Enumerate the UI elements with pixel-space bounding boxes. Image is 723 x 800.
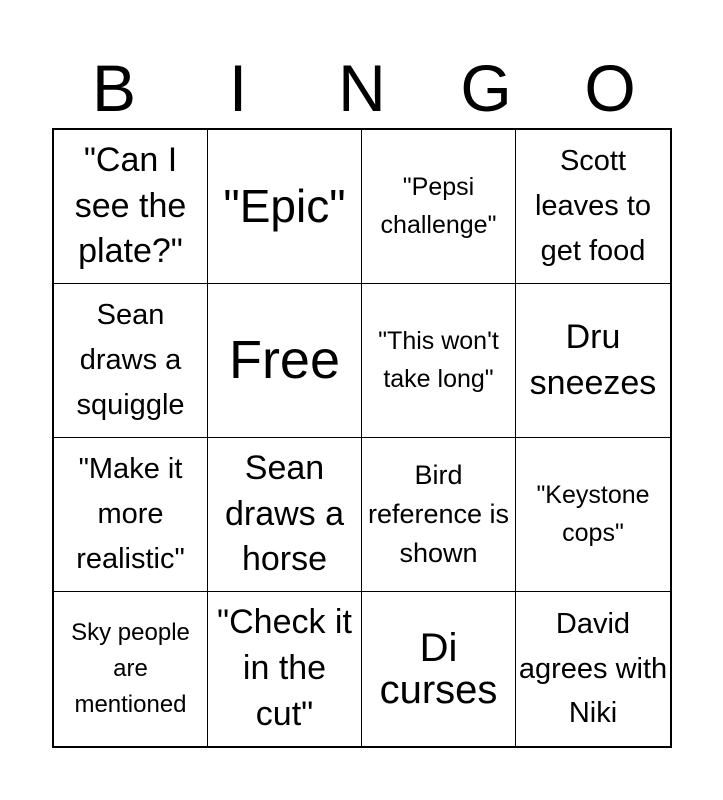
bingo-cell[interactable] (362, 284, 516, 438)
bingo-cell[interactable] (54, 438, 208, 592)
bingo-cell-text: "Check it in the cut" (217, 603, 352, 733)
bingo-cell[interactable] (516, 592, 670, 746)
bingo-cell[interactable] (208, 438, 362, 592)
bingo-cell[interactable] (362, 592, 516, 746)
bingo-cell[interactable] (516, 130, 670, 284)
bingo-cell[interactable] (362, 130, 516, 284)
bingo-board (52, 128, 672, 748)
bingo-cell-text: "Pepsi challenge" (380, 173, 497, 239)
bingo-cell-text: "Epic" (223, 180, 346, 233)
header-letter-g: G (460, 51, 512, 125)
bingo-cell-text: David agrees with Niki (518, 607, 668, 730)
bingo-cell[interactable] (54, 130, 208, 284)
bingo-cell-text: Di curses (379, 626, 498, 712)
header-letter-b: B (91, 51, 137, 125)
header-letter-o: O (584, 51, 636, 125)
bingo-header (52, 52, 672, 124)
header-letter-n: N (338, 51, 386, 125)
bingo-cell[interactable] (516, 284, 670, 438)
bingo-cell[interactable] (208, 130, 362, 284)
header-letter-i: I (228, 51, 248, 125)
bingo-cell-text: "This won't take long" (378, 327, 499, 393)
bingo-cell-free[interactable] (208, 284, 362, 438)
bingo-cell[interactable] (516, 438, 670, 592)
bingo-cell[interactable] (54, 284, 208, 438)
bingo-cell-text: "Keystone cops" (536, 481, 650, 547)
bingo-cell-text: "Make it more realistic" (76, 453, 185, 575)
bingo-cell[interactable] (54, 592, 208, 746)
bingo-cell-text: Sky people are mentioned (71, 619, 190, 718)
bingo-cell-text: Scott leaves to get food (534, 145, 652, 267)
bingo-cell-text: Bird reference is shown (367, 459, 510, 569)
bingo-cell-text: Dru sneezes (529, 317, 657, 402)
bingo-cell[interactable] (362, 438, 516, 592)
bingo-cell-text: Free (228, 330, 341, 391)
bingo-cell-text: "Can I see the plate?" (74, 140, 187, 271)
bingo-cell-text: Sean draws a squiggle (76, 299, 185, 421)
bingo-cell[interactable] (208, 592, 362, 746)
bingo-cell-text: Sean draws a horse (224, 448, 345, 579)
